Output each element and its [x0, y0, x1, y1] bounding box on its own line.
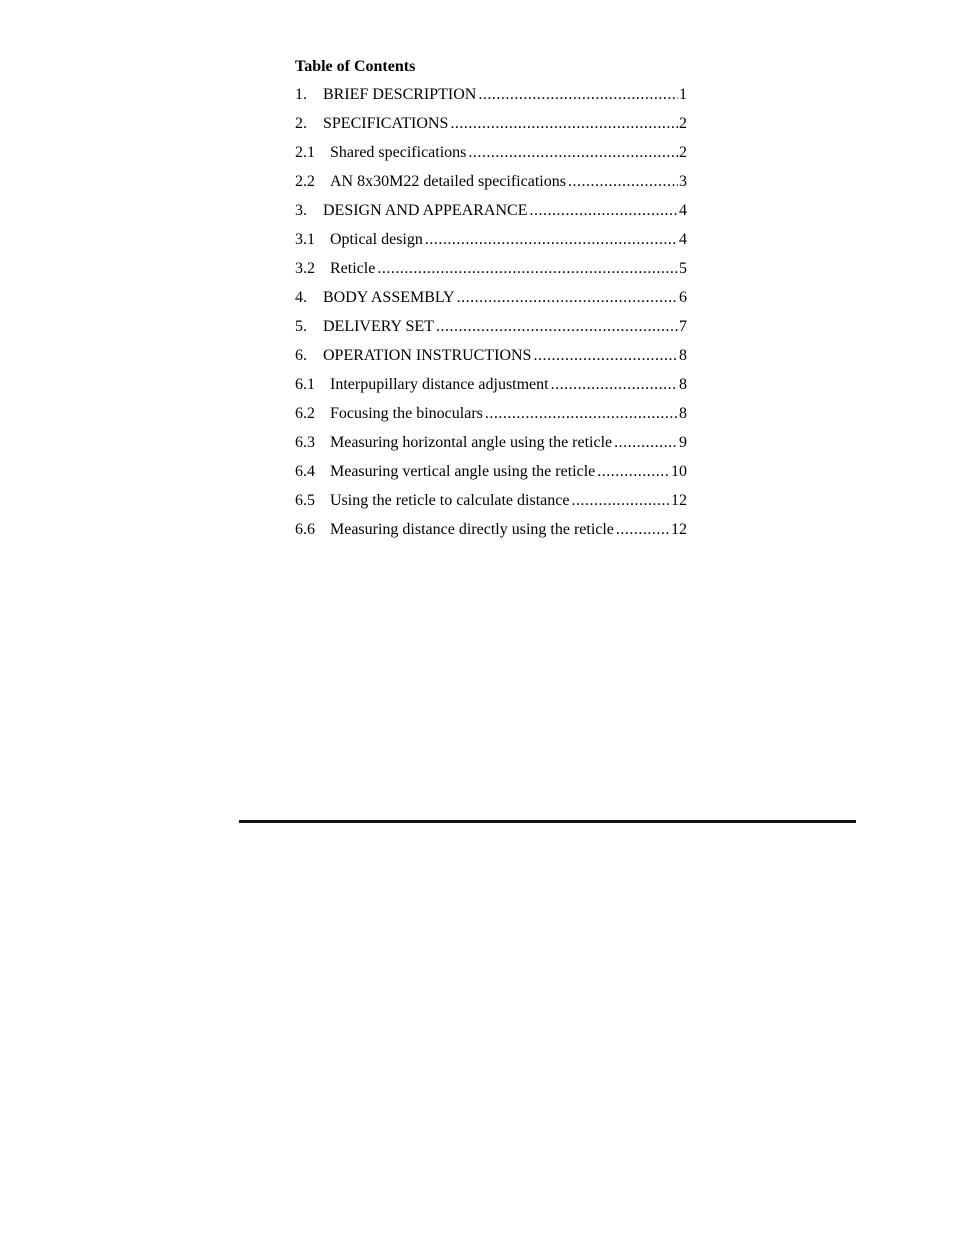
- toc-entry[interactable]: [295, 461, 687, 490]
- toc-entry-number: 3.: [295, 202, 307, 219]
- toc-entry-label: Using the reticle to calculate distance: [330, 492, 570, 509]
- toc-entry-number: 6.2: [295, 405, 315, 422]
- toc-entry[interactable]: [295, 258, 687, 287]
- toc-entry-number: 6.6: [295, 521, 315, 538]
- dot-leader: [614, 432, 678, 454]
- toc-entry-page: 6: [679, 289, 687, 306]
- toc-entry-label: DESIGN AND APPEARANCE: [323, 202, 528, 219]
- toc-entry-page: 9: [679, 434, 687, 451]
- toc-entry-label: Measuring vertical angle using the reticle: [330, 463, 596, 480]
- dot-leader: [468, 142, 678, 164]
- dot-leader: [425, 229, 678, 251]
- toc-entry-label: DELIVERY SET: [323, 318, 434, 335]
- toc-entry-number: 2.: [295, 115, 307, 132]
- toc-entry-label: Focusing the binoculars: [330, 405, 483, 422]
- toc-entry-number: 2.1: [295, 144, 315, 161]
- dot-leader: [597, 461, 670, 483]
- toc-entry[interactable]: [295, 519, 687, 548]
- toc-entry-page: 1: [679, 86, 687, 103]
- dot-leader: [533, 345, 678, 367]
- table-of-contents: [295, 56, 687, 548]
- toc-entry-number: 6.4: [295, 463, 315, 480]
- toc-entry-label: Interpupillary distance adjustment: [330, 376, 549, 393]
- toc-entry-number: 6.3: [295, 434, 315, 451]
- toc-entry-page: 8: [679, 405, 687, 422]
- toc-entry-number: 6.: [295, 347, 307, 364]
- toc-entry-label: SPECIFICATIONS: [323, 115, 449, 132]
- toc-entry[interactable]: [295, 142, 687, 171]
- dot-leader: [450, 113, 678, 135]
- toc-entry-number: 6.5: [295, 492, 315, 509]
- toc-entry-number: 4.: [295, 289, 307, 306]
- toc-list: [295, 84, 687, 548]
- toc-entry-page: 12: [671, 521, 687, 538]
- toc-entry-page: 4: [679, 202, 687, 219]
- toc-entry[interactable]: [295, 403, 687, 432]
- dot-leader: [571, 490, 670, 512]
- toc-entry-label: Measuring distance directly using the reticle: [330, 521, 614, 538]
- toc-entry-page: 7: [679, 318, 687, 335]
- toc-title: Table of Contents: [295, 58, 416, 75]
- toc-entry-number: 6.1: [295, 376, 315, 393]
- horizontal-rule: [239, 820, 856, 823]
- dot-leader: [568, 171, 678, 193]
- dot-leader: [457, 287, 678, 309]
- toc-entry[interactable]: [295, 229, 687, 258]
- toc-entry-label: Optical design: [330, 231, 423, 248]
- toc-entry-page: 10: [671, 463, 687, 480]
- toc-entry[interactable]: [295, 374, 687, 403]
- toc-entry-number: 3.2: [295, 260, 315, 277]
- toc-entry-label: BRIEF DESCRIPTION: [323, 86, 477, 103]
- toc-entry-page: 5: [679, 260, 687, 277]
- toc-entry-page: 8: [679, 347, 687, 364]
- dot-leader: [478, 84, 678, 106]
- dot-leader: [551, 374, 678, 396]
- toc-entry[interactable]: [295, 113, 687, 142]
- toc-entry-page: 12: [671, 492, 687, 509]
- toc-entry[interactable]: [295, 432, 687, 461]
- toc-entry-label: Measuring horizontal angle using the reticle: [330, 434, 613, 451]
- toc-entry-label: BODY ASSEMBLY: [323, 289, 455, 306]
- toc-entry-number: 5.: [295, 318, 307, 335]
- toc-entry-page: 4: [679, 231, 687, 248]
- toc-entry-number: 2.2: [295, 173, 315, 190]
- toc-entry[interactable]: [295, 200, 687, 229]
- dot-leader: [436, 316, 678, 338]
- toc-entry-page: 2: [679, 144, 687, 161]
- toc-entry[interactable]: [295, 287, 687, 316]
- toc-entry-number: 1.: [295, 86, 307, 103]
- dot-leader: [616, 519, 670, 541]
- toc-entry-number: 3.1: [295, 231, 315, 248]
- toc-entry[interactable]: [295, 84, 687, 113]
- toc-entry[interactable]: [295, 345, 687, 374]
- toc-entry[interactable]: [295, 171, 687, 200]
- toc-entry[interactable]: [295, 490, 687, 519]
- dot-leader: [485, 403, 678, 425]
- toc-entry-label: AN 8x30M22 detailed specifications: [330, 173, 566, 190]
- toc-entry-label: Shared specifications: [330, 144, 467, 161]
- toc-entry-label: OPERATION INSTRUCTIONS: [323, 347, 532, 364]
- toc-entry-page: 8: [679, 376, 687, 393]
- toc-entry-label: Reticle: [330, 260, 376, 277]
- toc-entry-page: 2: [679, 115, 687, 132]
- toc-entry-page: 3: [679, 173, 687, 190]
- dot-leader: [377, 258, 678, 280]
- dot-leader: [529, 200, 678, 222]
- toc-entry[interactable]: [295, 316, 687, 345]
